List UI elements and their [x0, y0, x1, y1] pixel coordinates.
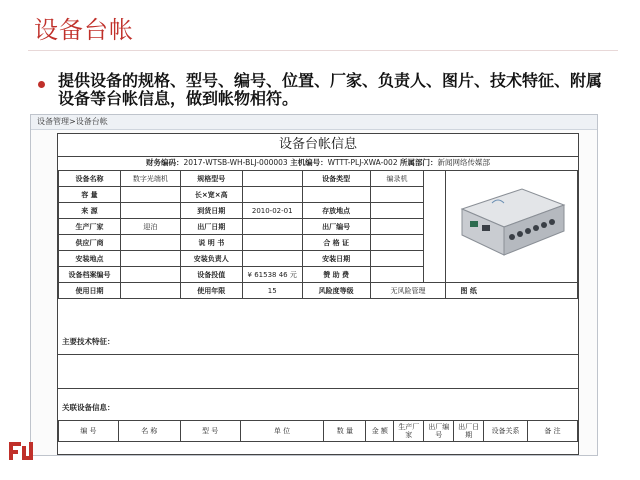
- column-header: 数 量: [324, 421, 366, 442]
- slide-title: 设备台帐: [34, 16, 134, 44]
- field-label: [302, 187, 370, 203]
- field-value[interactable]: 数字光端机: [120, 171, 180, 187]
- field-value[interactable]: [120, 187, 180, 203]
- column-header: 出厂日期: [454, 421, 484, 442]
- accessory-table: [58, 420, 578, 442]
- field-value[interactable]: [120, 235, 180, 251]
- field-label: 出厂编号: [302, 219, 370, 235]
- field-label: 到货日期: [180, 203, 242, 219]
- field-value[interactable]: 迎泊: [120, 219, 180, 235]
- meta-line: [58, 156, 578, 171]
- field-value[interactable]: [242, 235, 302, 251]
- info-table: [58, 170, 578, 299]
- spacer-cell: [424, 267, 446, 283]
- field-label: 设备档案编号: [59, 267, 121, 283]
- title-divider: [28, 50, 618, 51]
- machine-no-label: 主机编号：: [290, 158, 328, 167]
- machine-no-value: WTTT-PLJ-XWA-002: [327, 158, 398, 167]
- field-label: 容 量: [59, 187, 121, 203]
- divider: [58, 354, 578, 355]
- spacer-cell: [424, 187, 446, 203]
- field-label: 设备投值: [180, 267, 242, 283]
- asset-code-label: 财务编码：: [145, 158, 184, 167]
- spacer-cell: [424, 251, 446, 267]
- field-label: 使用年限: [180, 283, 242, 299]
- table-header-row: [59, 421, 578, 442]
- field-value[interactable]: [120, 283, 180, 299]
- field-value[interactable]: 2010-02-01: [242, 203, 302, 219]
- column-header: 单 位: [240, 421, 324, 442]
- spacer-cell: [424, 171, 446, 187]
- fiber-optic-transceiver-photo-icon: [452, 181, 570, 261]
- bullet-icon: [38, 81, 45, 88]
- device-photo-cell: [446, 171, 578, 283]
- column-header: 编 号: [59, 421, 119, 442]
- field-label: 说 明 书: [180, 235, 242, 251]
- field-value[interactable]: [370, 219, 424, 235]
- equipment-ledger-form: [57, 133, 579, 455]
- column-header: 出厂编号: [424, 421, 454, 442]
- field-value[interactable]: [370, 235, 424, 251]
- field-value[interactable]: 编录机: [370, 171, 424, 187]
- field-value[interactable]: [370, 251, 424, 267]
- column-header: 生产厂家: [394, 421, 424, 442]
- field-value[interactable]: [242, 171, 302, 187]
- field-label: 安装日期: [302, 251, 370, 267]
- field-label: 出厂日期: [180, 219, 242, 235]
- breadcrumb-bar: [31, 115, 597, 130]
- asset-code-value: 2017-WTSB-WH-BLJ-000003: [183, 158, 288, 167]
- breadcrumb[interactable]: 设备管理>设备台帐: [37, 117, 108, 126]
- field-label: 使用日期: [59, 283, 121, 299]
- field-value[interactable]: [120, 267, 180, 283]
- field-label: 设备名称: [59, 171, 121, 187]
- field-label: 设备类型: [302, 171, 370, 187]
- tech-features-label: 主要技术特征：: [62, 337, 115, 346]
- column-header: 名 称: [118, 421, 180, 442]
- field-value[interactable]: [242, 219, 302, 235]
- department-value: 新闻网络传媒部: [437, 158, 490, 167]
- field-label: 长×宽×高: [180, 187, 242, 203]
- field-label: 生产厂家: [59, 219, 121, 235]
- department-label: 所属部门：: [400, 158, 438, 167]
- field-value[interactable]: 15: [242, 283, 302, 299]
- form-title: 设备台帐信息: [58, 134, 578, 157]
- field-label: 合 格 证: [302, 235, 370, 251]
- field-label: 风险度等级: [302, 283, 370, 299]
- field-value[interactable]: [242, 187, 302, 203]
- spacer-cell: [424, 235, 446, 251]
- column-header: 金 额: [366, 421, 394, 442]
- divider: [58, 388, 578, 389]
- field-label: 赞 助 费: [302, 267, 370, 283]
- spacer-cell: [424, 203, 446, 219]
- field-label: 安装地点: [59, 251, 121, 267]
- table-row: [59, 171, 578, 187]
- field-label: 安装负责人: [180, 251, 242, 267]
- accessory-label: 关联设备信息：: [62, 403, 115, 412]
- field-value[interactable]: [370, 267, 424, 283]
- column-header: 备 注: [528, 421, 578, 442]
- brand-logo-icon: [6, 436, 36, 466]
- field-label: 来 源: [59, 203, 121, 219]
- field-label: 图 纸: [460, 286, 477, 295]
- field-value[interactable]: ¥ 61538 46 元: [242, 267, 302, 283]
- field-label: 规格型号: [180, 171, 242, 187]
- bullet-text: 提供设备的规格、型号、编号、位置、厂家、负责人、图片、技术特征、附属设备等台帐信息，做到帐物相符。: [58, 71, 603, 108]
- table-row: [59, 283, 578, 299]
- field-label: 供应厂商: [59, 235, 121, 251]
- column-header: 设备关系: [484, 421, 528, 442]
- field-value[interactable]: [120, 251, 180, 267]
- field-value[interactable]: [242, 251, 302, 267]
- field-value[interactable]: [370, 203, 424, 219]
- app-window: [30, 114, 598, 456]
- spacer-cell: [424, 219, 446, 235]
- field-label: 存放地点: [302, 203, 370, 219]
- field-value[interactable]: [120, 203, 180, 219]
- drawing-cell: [446, 283, 578, 299]
- column-header: 型 号: [180, 421, 240, 442]
- field-value[interactable]: 无风险管理: [370, 283, 446, 299]
- field-value[interactable]: [370, 187, 424, 203]
